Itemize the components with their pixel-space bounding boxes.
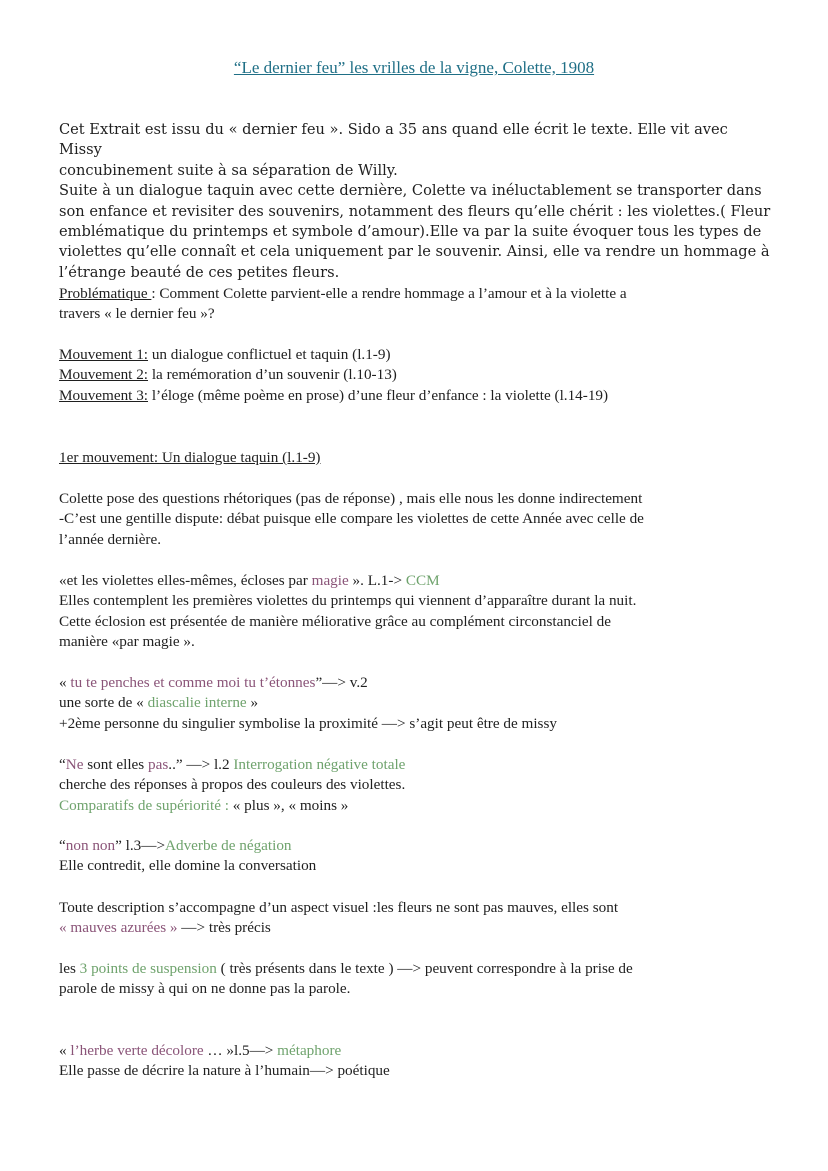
magie-block: [59, 571, 771, 653]
plain-text: «: [59, 1042, 71, 1059]
paragraph-line: Elles contemplent les premières violettes du printemps qui viennent d’apparaître durant la nuit.: [59, 592, 637, 610]
mouvements-list: [59, 345, 771, 406]
highlight-green: diascalie interne: [147, 694, 247, 712]
section-heading-block: [59, 448, 771, 468]
mouvement-label: Mouvement 1:: [59, 346, 149, 363]
colette-paragraph: [59, 489, 771, 550]
highlight-green: Adverbe de négation: [165, 837, 292, 854]
quote-ne-sont: [59, 755, 771, 775]
intro-line: Suite à un dialogue taquin avec cette dernière, Colette va inéluctablement se transporter dans: [59, 182, 762, 200]
highlight-purple: l’herbe verte décolore: [70, 1042, 204, 1059]
highlight-purple: Ne: [65, 756, 84, 773]
intro-line: violettes qu’elle connaît et cela uniquement par le souvenir. Ainsi, elle va rendre un hommage à: [59, 243, 770, 261]
problematique-line: [59, 284, 771, 304]
highlight-purple: magie: [311, 572, 349, 589]
highlight-green: métaphore: [277, 1042, 342, 1059]
plain-text: ..” —> l.2: [168, 756, 234, 773]
negation-block: [59, 836, 771, 877]
mouvement-label: Mouvement 3:: [59, 386, 149, 404]
mouvement-item: [59, 365, 771, 385]
intro-line: Cet Extrait est issu du « dernier feu ». Sido a 35 ans quand elle écrit le texte. Elle vit avec Missy: [59, 121, 728, 159]
paragraph-line: manière «par magie ».: [59, 633, 195, 651]
paragraph-line: l’année dernière.: [59, 530, 162, 548]
mouvement-label: Mouvement 2:: [59, 366, 149, 384]
plain-text: sont elles: [83, 756, 149, 773]
plain-text: les: [59, 960, 80, 977]
paragraph-line: -C’est une gentille dispute: débat puisque elle compare les violettes de cette Année avec celle de: [59, 510, 644, 528]
paragraph-line: Cette éclosion est présentée de manière méliorative grâce au complément circonstanciel de: [59, 612, 611, 630]
paragraph-line: Elle passe de décrire la nature à l’humain—> poétique: [59, 1062, 390, 1080]
intro-line: son enfance et revisiter des souvenirs, notamment des fleurs qu’elle chérit : les violettes.( Fleur: [59, 202, 771, 220]
intro-line: l’étrange beauté de ces petites fleurs.: [59, 263, 340, 281]
problematique-label: Problématique: [59, 285, 152, 302]
diascalie-line: [59, 693, 771, 713]
plain-text: “: [59, 837, 66, 854]
quote-text: ”—> v.2: [315, 674, 368, 691]
mouvement-text: la remémoration d’un souvenir (l.10-13): [148, 366, 397, 384]
quote-non-non: [59, 836, 771, 856]
interrogation-block: [59, 755, 771, 816]
penches-block: [59, 673, 771, 734]
quote-text: «et les violettes elles-mêmes, écloses par: [59, 572, 312, 589]
plain-text: … »l.5—>: [203, 1042, 278, 1059]
document-title: “Le dernier feu” les vrilles de la vigne, Colette, 1908: [233, 58, 595, 77]
problematique-text: : Comment Colette parvient-elle a rendre hommage a l’amour et à la violette a: [151, 285, 627, 302]
paragraph-line: parole de missy à qui on ne donne pas la parole.: [59, 980, 351, 998]
quote-penches: [59, 673, 771, 693]
quote-text: «: [59, 674, 71, 691]
metaphore-block: [59, 1041, 771, 1082]
highlight-purple: « mauves azurées »: [59, 919, 178, 937]
plain-text: ” l.3—>: [115, 837, 166, 854]
plain-text: “: [59, 756, 66, 773]
mouvement-item: [59, 345, 771, 365]
highlight-purple: tu te penches et comme moi tu t’étonnes: [70, 674, 316, 691]
intro-line: concubinement suite à sa séparation de Willy.: [59, 161, 398, 179]
highlight-purple: pas: [148, 756, 169, 773]
comparatifs-line: [59, 796, 771, 816]
suspension-block: [59, 959, 771, 1000]
highlight-green: CCM: [405, 572, 440, 589]
plain-text: une sorte de «: [59, 694, 148, 712]
paragraph-line: Toute description s’accompagne d’un aspect visuel :les fleurs ne sont pas mauves, elles sont: [59, 899, 619, 916]
problematique-line2: travers « le dernier feu »?: [59, 305, 215, 323]
paragraph-line: Colette pose des questions rhétoriques (pas de réponse) , mais elle nous les donne indirectement: [59, 490, 643, 507]
mouvement-item: [59, 386, 771, 406]
plain-text: ( très présents dans le texte ) —> peuvent correspondre à la prise de: [216, 960, 633, 977]
mouvement-text: l’éloge (même poème en prose) d’une fleur d’enfance : la violette (l.14-19): [148, 386, 609, 404]
paragraph-line: Elle contredit, elle domine la conversation: [59, 857, 317, 875]
highlight-green: 3 points de suspension: [79, 960, 217, 977]
highlight-purple: non non: [65, 837, 116, 854]
plain-text: « plus », « moins »: [228, 796, 349, 814]
paragraph-line: +2ème personne du singulier symbolise la proximité —> s’agit peut être de missy: [59, 714, 557, 732]
suspension-line: [59, 959, 771, 979]
mouvement-text: un dialogue conflictuel et taquin (l.1-9): [148, 346, 391, 363]
plain-text: »: [246, 694, 259, 712]
section-heading: 1er mouvement: Un dialogue taquin (l.1-9): [59, 449, 321, 466]
intro-line: emblématique du printemps et symbole d’amour).Elle va par la suite évoquer tous les types de: [59, 223, 762, 241]
description-block: [59, 898, 771, 939]
plain-text: —> très précis: [177, 919, 271, 937]
azurees-line: [59, 918, 771, 938]
problematique-block: [59, 284, 771, 325]
highlight-green: Interrogation négative totale: [233, 756, 406, 773]
paragraph-line: cherche des réponses à propos des couleurs des violettes.: [59, 776, 406, 794]
quote-text: ». L.1->: [348, 572, 406, 589]
intro-paragraph: [59, 120, 771, 283]
quote-magie: [59, 571, 771, 591]
highlight-green: Comparatifs de supériorité :: [59, 796, 229, 814]
quote-herbe: [59, 1041, 771, 1061]
